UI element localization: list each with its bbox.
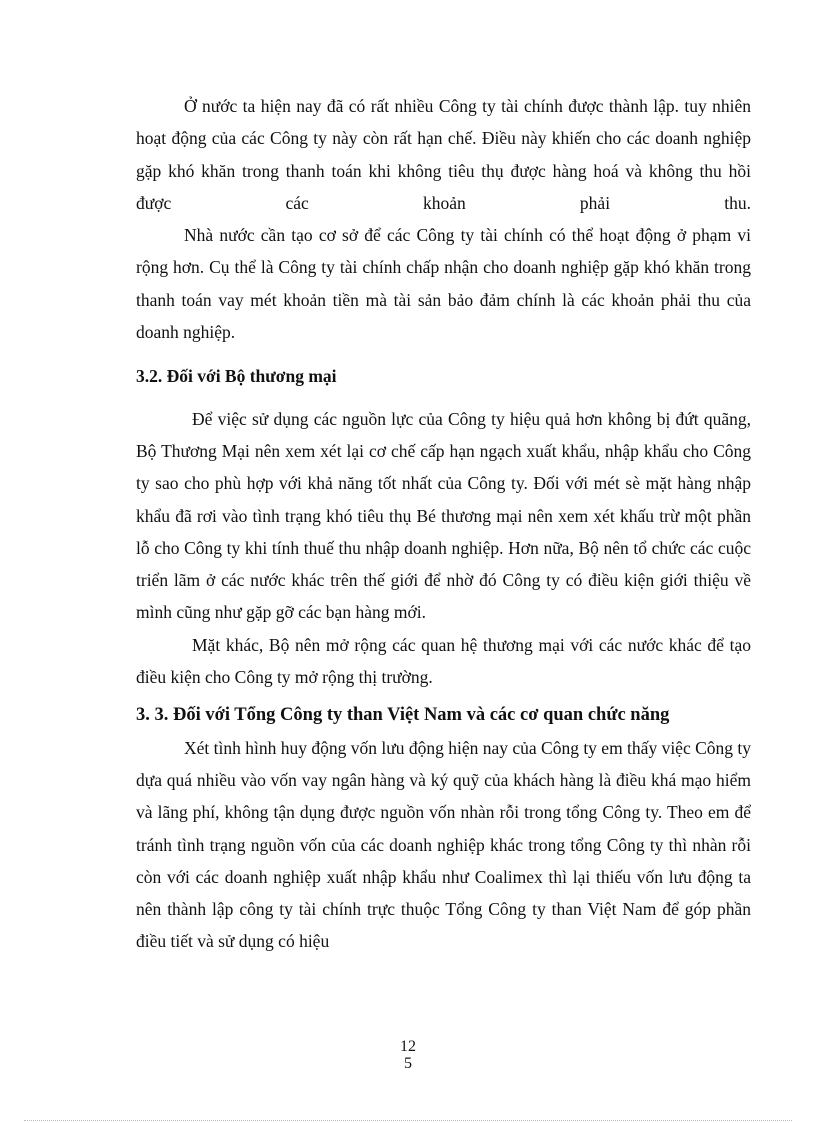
intro-paragraph-2: Nhà nước cần tạo cơ sở để các Công ty tài chính có thể hoạt động ở phạm vi rộng hơn. Cụ thể là Công ty tài chính chấp nhận cho doanh nghiệp gặp khó khăn trong thanh toán vay mét khoản tiền mà tài sản bảo đảm chính là các khoản phải thu của doanh nghiệp. <box>136 225 751 343</box>
section-heading-3-2: 3.2. Đối với Bộ thương mại <box>136 366 337 387</box>
page-number-top: 12 <box>400 1038 416 1055</box>
page-footer <box>0 1038 816 1072</box>
document-page <box>136 90 751 958</box>
section-3-2-paragraph-1: Để việc sử dụng các nguồn lực của Công ty hiệu quả hơn không bị đứt quãng, Bộ Thương Mại nên xem xét lại cơ chế cấp hạn ngạch xuất khẩu, nhập khẩu cho Công ty sao cho phù hợp với khả năng tốt nhất của Công ty. Đối với mét sè mặt hàng nhập khẩu đã rơi vào tình trạng khó tiêu thụ Bé thương mại nên xem xét khấu trừ một phần lỗ cho Công ty khi tính thuế thu nhập doanh nghiệp. Hơn nữa, Bộ nên tổ chức các cuộc triển lãm ở các nước khác trên thế giới để nhờ đó Công ty có điều kiện giới thiệu về mình cũng như gặp gỡ các bạn hàng mới. <box>136 408 751 623</box>
intro-paragraph-1: Ở nước ta hiện nay đã có rất nhiều Công ty tài chính được thành lập. tuy nhiên hoạt động của các Công ty này còn rất hạn chế. Điều này khiến cho các doanh nghiệp gặp khó khăn trong thanh toán khi không tiêu thụ được hàng hoá và không thu hồi được các khoản phải thu. <box>136 96 751 213</box>
section-3-2-paragraph-2: Mặt khác, Bộ nên mở rộng các quan hệ thương mại với các nước khác để tạo điều kiện cho Công ty mở rộng thị trường. <box>136 634 751 688</box>
section-heading-3-3: 3. 3. Đối với Tổng Công ty than Việt Nam và các cơ quan chức năng <box>136 705 670 726</box>
page-number-bottom: 5 <box>404 1055 412 1072</box>
page-bottom-divider <box>24 1120 792 1121</box>
section-3-3-paragraph: Xét tình hình huy động vốn lưu động hiện nay của Công ty em thấy việc Công ty dựa quá nhiều vào vốn vay ngân hàng và ký quỹ của khách hàng là điều khá mạo hiểm và lãng phí, không tận dụng được nguồn vốn nhàn rỗi trong tổng Công ty. Theo em để tránh tình trạng nguồn vốn của các doanh nghiệp khác trong tổng Công ty thì nhàn rỗi còn với các doanh nghiệp xuất nhập khẩu như Coalimex thì lại thiếu vốn lưu động ta nên thành lập công ty tài chính trực thuộc Tổng Công ty than Việt Nam để góp phần điều tiết và sử dụng có hiệu <box>136 737 751 952</box>
